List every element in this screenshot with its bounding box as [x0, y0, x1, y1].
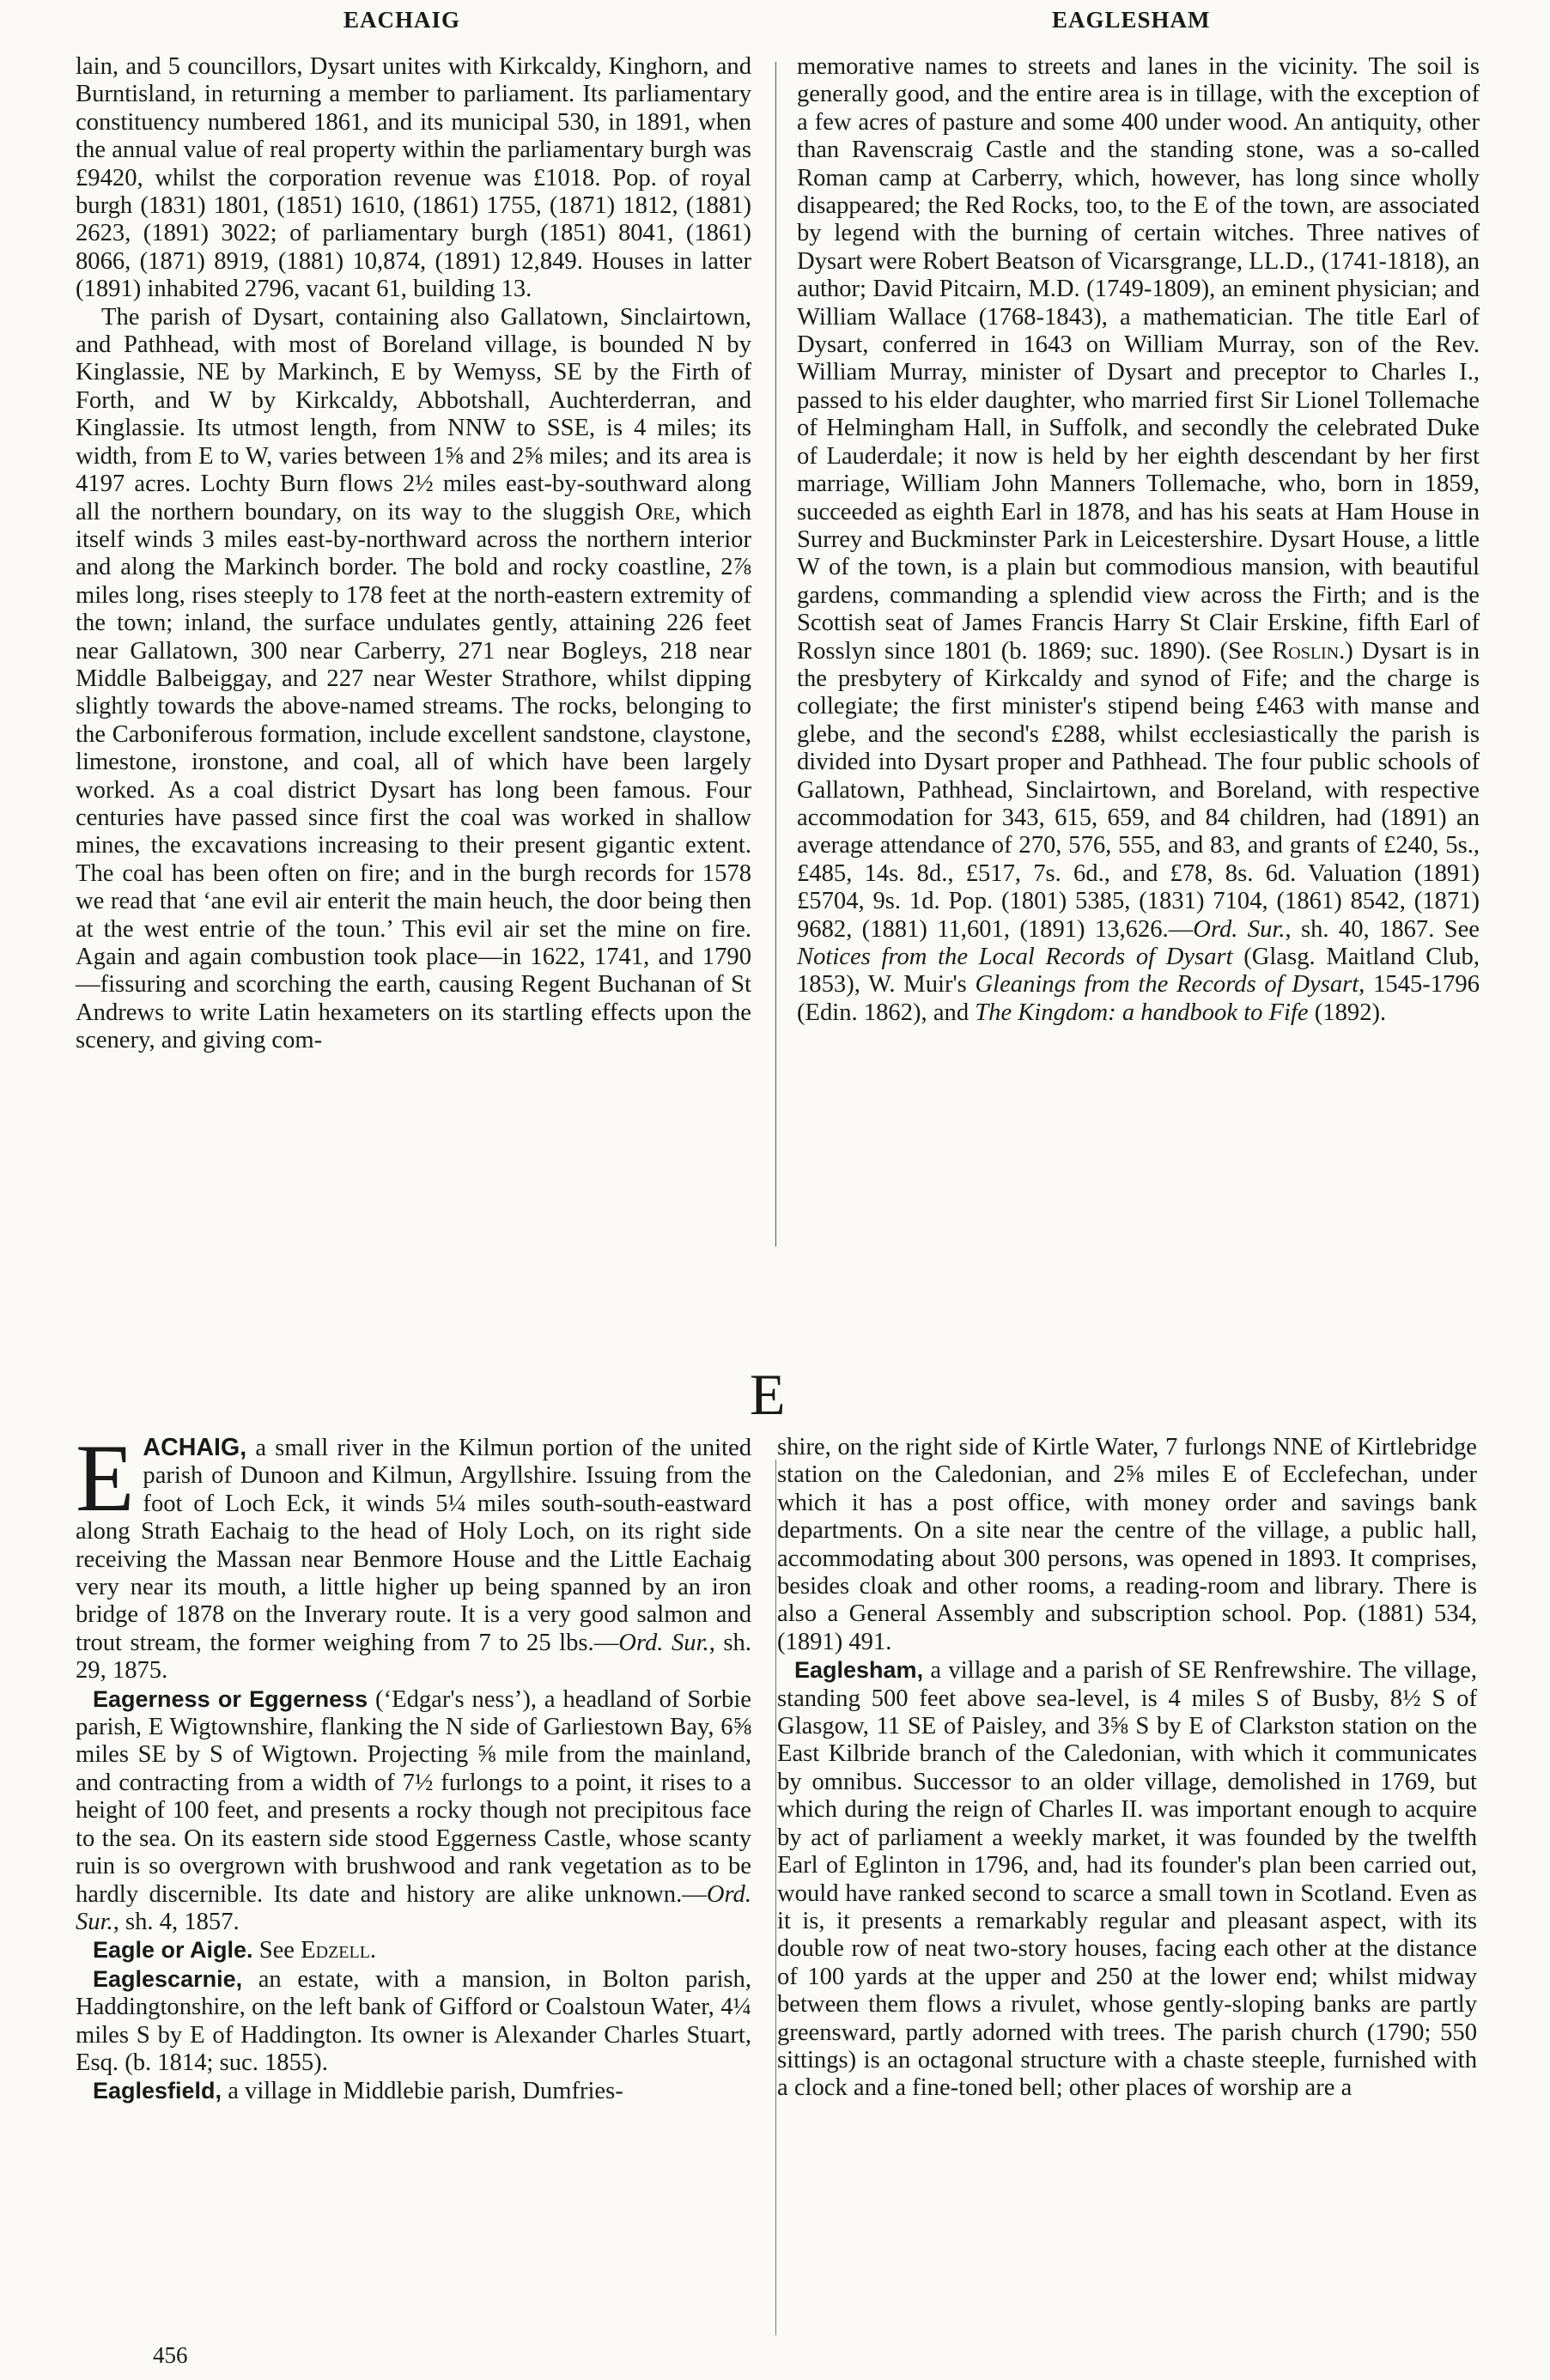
citation: The Kingdom: a handbook to Fife [975, 999, 1309, 1026]
citation: Notices from the Local Records of Dysart [797, 944, 1233, 970]
entry-text: shire, on the right side of Kirtle Water, 7 furlongs NNE of Kirtlebridge station on the Caledonian, and 2⅝ miles E of Ecclefechan, under which it has a post office, with money order and savings bank departments. On a site near the centre of the village, a public hall, accommodating about 300 persons, was opened in 1893. It comprises, besides cloak and other rooms, a reading-room and library. There is also a General Assembly and subscription school. Pop. (1881) 534, (1891) 491. [777, 1434, 1477, 1655]
cross-reference: Roslin. [1272, 637, 1346, 665]
section-letter: E [750, 1362, 786, 1427]
paragraph-text: The parish of Dysart, containing also Gallatown, Sinclairtown, and Pathhead, with most of Boreland village, is bounded N by Kinglassie, NE by Markinch, E by Wemyss, SE by the Firth of Forth, and W by Kirkcaldy, Abbotshall, Auchterderran, and Kinglassie. Its utmost length, from NNW to SSE, is 4 miles; its width, from E to W, varies between 1⅝ and 2⅝ miles; and its area is 4197 acres. Lochty Burn flows 2½ miles east-by-southward along all the northern boundary, on its way to the sluggish [76, 303, 751, 525]
citation: Gleanings from the Records of Dysart [975, 971, 1359, 999]
paragraph-text: (Glasg. Maitland Club, 1853), W. Muir's [797, 944, 1480, 999]
entry-text: (‘Edgar's ness’), a headland of Sorbie parish, E Wigtownshire, flanking the N side of Garliestown Bay, 6⅝ miles SE by S of Wigtown. Projecting ⅝ mile from the mainland, and contracting from a width of 7½ furlongs to a point, it rises to a height of 100 feet, and presents a rocky though not precipitous face to the sea. On its eastern side stood Eggerness Castle, whose scanty ruin is so overgrown with brushwood and rank vegetation as to be hardly discernible. Its date and history are alike unknown.— [76, 1685, 751, 1908]
paragraph-text: memorative names to streets and lanes in the vicinity. The soil is generally good, and the entire area is in tillage, with the exception of a few acres of pasture and some 400 under wood. An antiquity, other than Ravenscraig Castle and the standing stone, was a so-called Roman camp at Carberry, which, however, has long since wholly disappeared; the Red Rocks, too, to the E of the town, are associated by legend with the burning of certain witches. Three natives of Dysart were Robert Beatson of Vicarsgrange, LL.D., (1741-1818), an author; David Pitcairn, M.D. (1749-1809), an eminent physician; and William Wallace (1768-1843), a mathematician. The title Earl of Dysart, conferred in 1643 on William Murray, son of the Rev. William Murray, minister of Dysart and preceptor to Charles I., passed to his elder daughter, who married first Sir Lionel Tollemache of Helmingham Hall, in Suffolk, and secondly the celebrated Duke of Lauderdale; it now is held by her eighth descendant by her first marriage, William John Manners Tollemache, who, born in 1859, succeeded as eighth Earl in 1878, and has his seats at Ham House in Surrey and Buckminster Park in Leicestershire. Dysart House, a little W of the town, is a plain but commodious mansion, with beautiful gardens, commanding a splendid view across the Firth; and is the Scottish seat of James Francis Harry St Clair Erskine, fifth Earl of Rosslyn since 1801 (b. 1869; suc. 1890). (See [797, 53, 1480, 665]
cross-reference: Ore [635, 498, 675, 525]
entry-headword: Eagle or Aigle. [93, 1937, 253, 1964]
entry-headword: ACHAIG, [143, 1434, 247, 1461]
column-bottom-left [76, 1425, 751, 2106]
entry-text: a small river in the Kilmun portion of the united parish of Dunoon and Kilmun, Argyllshire. Issuing from the foot of Loch Eck, it winds 5¼ miles south-south-eastward along Strath Eachaig to the head of Holy Loch, on its right side receiving the Massan near Benmore House and the Little Eachaig very near its mouth, a little higher up being spanned by an iron bridge of 1878 on the Inverary route. It is a very good salmon and trout stream, the former weighing from 7 to 25 lbs.— [76, 1435, 751, 1656]
page-number: 456 [153, 2342, 188, 2368]
drop-cap: E [76, 1425, 135, 1532]
citation: Ord. Sur. [618, 1629, 709, 1656]
entry-text: a village and a parish of SE Renfrewshire. The village, standing 500 feet above sea-level, is 4 miles S of Busby, 8½ S of Glasgow, 11 SE of Paisley, and 3⅝ S by E of Clarkston station on the East Kilbride branch of the Caledonian, with which it communicates by omnibus. Successor to an older village, demolished in 1769, but which during the reign of Charles II. was important enough to acquire by act of parliament a weekly market, it was founded by the twelfth Earl of Eglinton in 1796, and, had its founder's plan been carried out, would have ranked second to scarce a small town in Scotland. Even as it is, it presents a remarkably regular and pleasant aspect, with its double row of neat two-story houses, facing each other at the distance of 100 yards at the upper and 250 at the lower end; whilst midway between them flows a rivulet, whose gently-sloping banks are partly greensward, partly adorned with trees. The parish church (1790; 550 sittings) is an octagonal structure with a chaste steeple, furnished with a clock and a fine-toned bell; other places of worship are a [777, 1657, 1477, 2102]
running-head-right: EAGLESHAM [1052, 7, 1211, 33]
entry-headword: Eaglescarnie, [93, 1965, 243, 1992]
paragraph-text: ) Dysart is in the presbytery of Kirkcaldy and synod of Fife; and the charge is collegiate; the first minister's stipend being £463 with manse and glebe, and the second's £288, whilst ecclesiastically the parish is divided into Dysart proper and Pathhead. The four public schools of Gallatown, Pathhead, Sinclairtown, and Boreland, with respective accommodation for 343, 615, 659, and 84 children, had (1891) an average attendance of 270, 576, 555, and 83, and grants of £240, 5s., £485, 14s. 8d., £517, 7s. 6d., and £78, 8s. 6d. Valuation (1891) £5704, 9s. 1d. Pop. (1801) 5385, (1831) 7104, (1861) 8542, (1871) 9682, (1881) 11,601, (1891) 13,626.— [797, 637, 1480, 943]
entry-eachaig [76, 1425, 751, 1685]
paragraph-text: , 1545-1796 (Edin. 1862), and [797, 971, 1480, 1026]
entry-eaglesham [777, 1656, 1477, 2103]
column-top-right [797, 53, 1480, 1027]
paragraph-text: , sh. 40, 1867. See [1285, 915, 1480, 943]
running-head-left: EACHAIG [343, 7, 461, 33]
citation: Ord. Sur. [76, 1880, 751, 1935]
column-bottom-right [777, 1434, 1477, 2103]
paragraph [797, 53, 1480, 1027]
entry-text: a village in Middlebie parish, Dumfries- [222, 2078, 623, 2105]
citation: Ord. Sur. [1193, 915, 1286, 943]
entry-eaglesfield [76, 2077, 751, 2105]
paragraph [76, 304, 751, 1055]
column-rule-bottom [775, 1460, 776, 2335]
column-top-left [76, 53, 751, 1055]
column-rule-top [775, 62, 776, 1247]
entry-text: See [252, 1937, 301, 1964]
paragraph [76, 53, 751, 304]
entry-eaglescarnie [76, 1965, 751, 2078]
entry-headword: Eaglesfield, [93, 2078, 222, 2104]
paragraph-text: lain, and 5 councillors, Dysart unites with Kirkcaldy, Kinghorn, and Burntisland, in returning a member to parliament. Its parliamentary constituency numbered 1861, and its municipal 530, in 1891, when the annual value of real property within the parliamentary burgh was £9420, whilst the corporation revenue was £1018. Pop. of royal burgh (1831) 1801, (1851) 1610, (1861) 1755, (1871) 1812, (1881) 2623, (1891) 3022; of parliamentary burgh (1851) 8041, (1861) 8066, (1871) 8919, (1881) 10,874, (1891) 12,849. Houses in latter (1891) inhabited 2796, vacant 61, building 13. [76, 53, 751, 303]
entry-eagle [76, 1936, 751, 1964]
paragraph-text: , which itself winds 3 miles east-by-northward across the northern interior and along the Markinch border. The bold and rocky coastline, 2⅞ miles long, rises steeply to 178 feet at the north-eastern extremity of the town; inland, the surface undulates gently, attaining 226 feet near Gallatown, 300 near Carberry, 271 near Bogleys, 218 near Middle Balbeiggay, and 227 near Wester Strathore, whilst dipping slightly towards the above-named streams. The rocks, belonging to the Carboniferous formation, include excellent sandstone, claystone, limestone, ironstone, and coal, all of which have been largely worked. As a coal district Dysart has long been famous. Four centuries have passed since first the coal was worked in shallow mines, the excavations increasing to their present gigantic extent. The coal has been often on fire; and in the burgh records for 1578 we read that ‘ane evil air enterit the main heuch, the door being then at the west entrie of the toun.’ This evil air set the mine on fire. Again and again combustion took place—in 1622, 1741, and 1790—fissuring and scorching the earth, causing Regent Buchanan of St Andrews to write Latin hexameters on its startling effects upon the scenery, and giving com- [76, 498, 751, 1054]
entry-headword: Eagerness or Eggerness [93, 1685, 368, 1712]
entry-headword: Eaglesham, [794, 1657, 924, 1684]
entry-eagerness [76, 1685, 751, 1937]
entry-text: , sh. 29, 1875. [76, 1629, 751, 1685]
entry-text: , sh. 4, 1857. [112, 1908, 240, 1935]
cross-reference: Edzell. [301, 1937, 377, 1964]
entry-continuation [777, 1434, 1477, 1656]
paragraph-text: (1892). [1308, 999, 1387, 1026]
entry-text: an estate, with a mansion, in Bolton parish, Haddingtonshire, on the left bank of Gifford or Coalstoun Water, 4¼ miles S by E of Haddington. Its owner is Alexander Charles Stuart, Esq. (b. 1814; suc. 1855). [76, 1965, 751, 2076]
